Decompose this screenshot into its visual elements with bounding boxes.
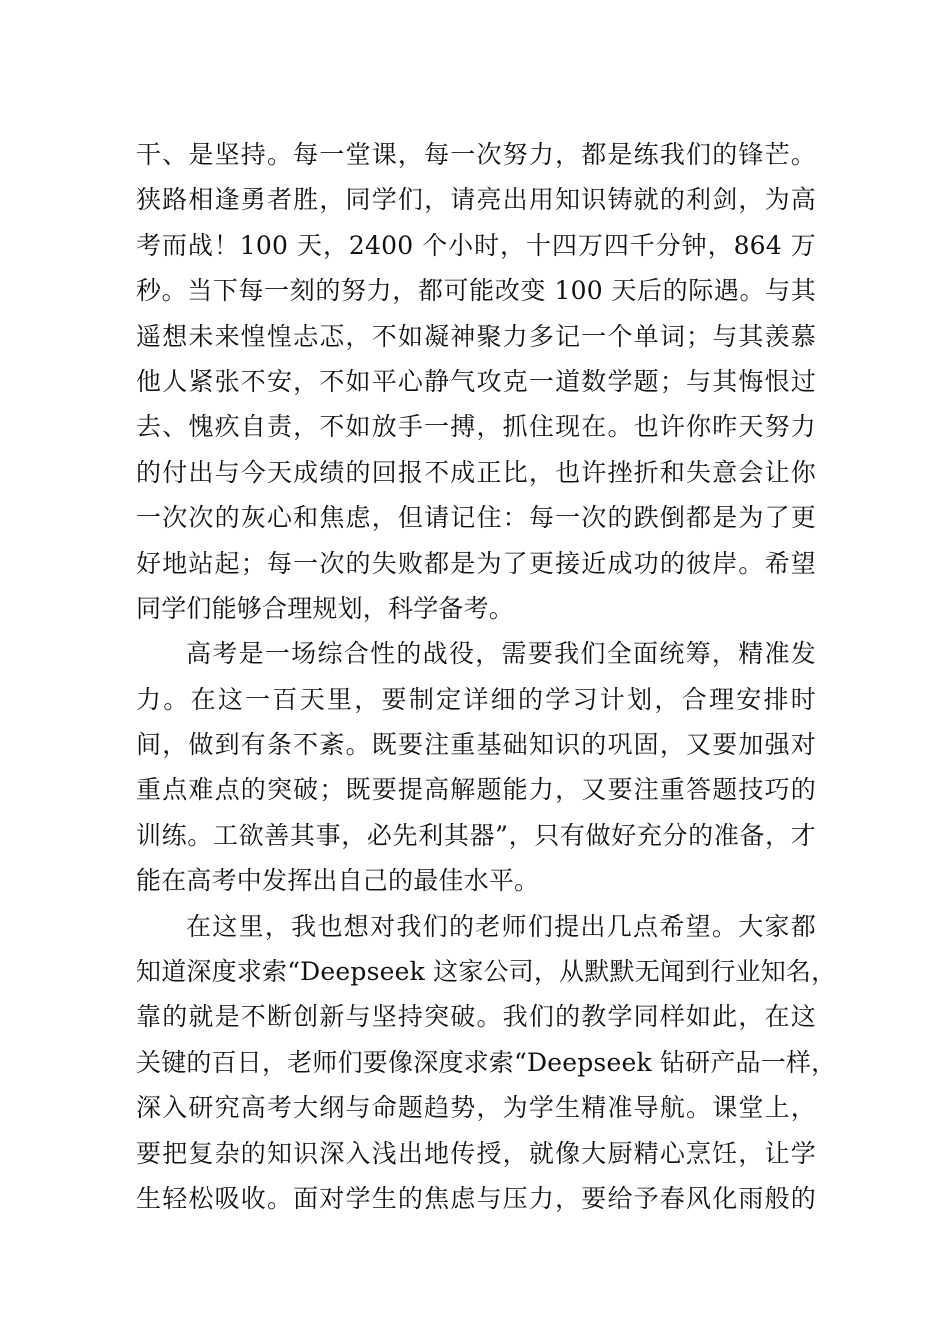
text-line: 深入研究高考大纲与命题趋势，为学生精准导航。课堂上，: [136, 1093, 816, 1123]
text-line: 知道深度求索“Deepseek 这家公司，从默默无闻到行业知名，: [136, 957, 837, 987]
text-line: 干、是坚持。每一堂课，每一次努力，都是练我们的锋芒。: [136, 140, 816, 169]
text-line: 同学们能够合理规划，科学备考。: [136, 593, 515, 623]
text-line: 高考是一场综合性的战役，需要我们全面统筹，精准发: [186, 639, 816, 669]
text-line: 的付出与今天成绩的回报不成正比，也许挫折和失意会让你: [136, 457, 816, 487]
text-line: 力。在这一百天里，要制定详细的学习计划，合理安排时: [136, 684, 816, 714]
paragraph-1: [136, 132, 816, 631]
text-line: 一次次的灰心和焦虑，但请记住：每一次的跌倒都是为了更: [136, 503, 816, 533]
text-line: 他人紧张不安，不如平心静气攻克一道数学题；与其悔恨过: [136, 366, 816, 396]
text-line: 能在高考中发挥出自己的最佳水平。: [136, 866, 540, 896]
text-line: 靠的就是不断创新与坚持突破。我们的教学同样如此，在这: [136, 1002, 816, 1032]
text-line: 考而战！100 天，2400 个小时，十四万四千分钟，864 万: [136, 230, 816, 260]
text-line: 间，做到有条不紊。既要注重基础知识的巩固，又要加强对: [136, 730, 816, 760]
text-line: 狭路相逢勇者胜，同学们，请亮出用知识铸就的利剑，为高: [136, 185, 816, 215]
text-line: 要把复杂的知识深入浅出地传授，就像大厨精心烹饪，让学: [136, 1138, 816, 1168]
text-line: 去、愧疚自责，不如放手一搏，抓住现在。也许你昨天努力: [136, 412, 816, 442]
text-line: 生轻松吸收。面对学生的焦虑与压力，要给予春风化雨般的: [136, 1183, 816, 1213]
text-line: 秒。当下每一刻的努力，都可能改变 100 天后的际遇。与其: [136, 276, 816, 306]
paragraph-2: [136, 631, 816, 903]
text-line: 在这里，我也想对我们的老师们提出几点希望。大家都: [186, 911, 816, 941]
text-line: 重点难点的突破；既要提高解题能力，又要注重答题技巧的: [136, 775, 816, 805]
text-line: 遥想未来惶惶忐忑，不如凝神聚力多记一个单词；与其羡慕: [136, 321, 816, 351]
text-line: 好地站起；每一次的失败都是为了更接近成功的彼岸。希望: [136, 548, 816, 578]
body-text: [136, 132, 837, 1221]
text-line: 关键的百日，老师们要像深度求索“Deepseek 钻研产品一样，: [136, 1047, 837, 1077]
text-line: 训练。工欲善其事，必先利其器”，只有做好充分的准备，才: [136, 820, 816, 850]
paragraph-3: [136, 904, 837, 1222]
